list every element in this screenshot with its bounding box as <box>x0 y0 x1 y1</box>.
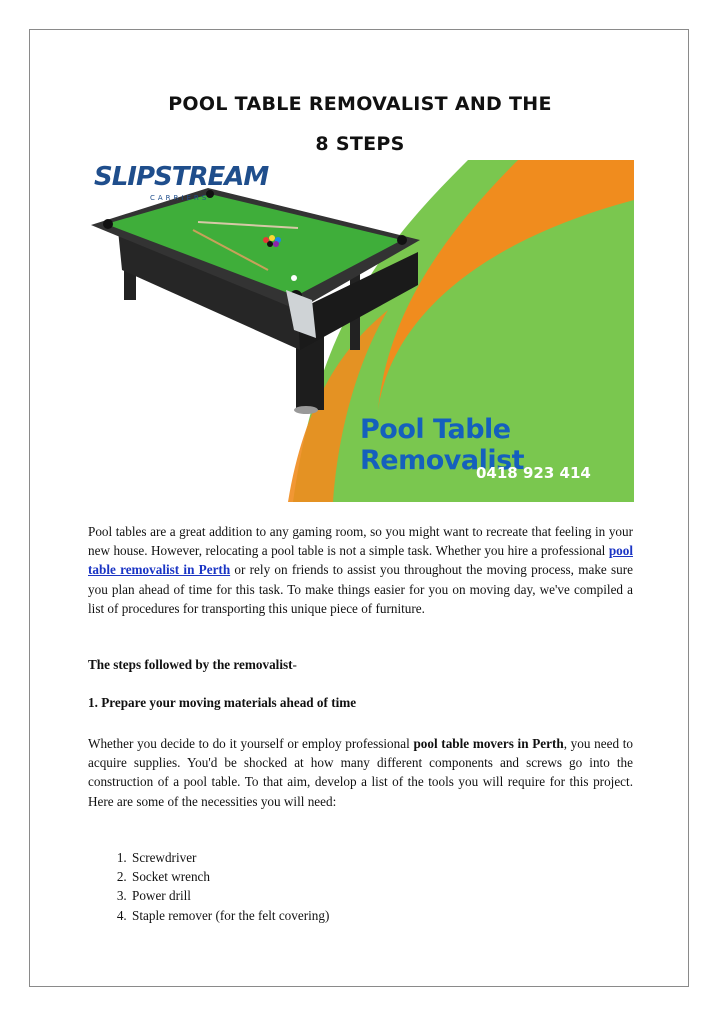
hero-image <box>88 160 634 502</box>
steps-heading-suffix: - <box>292 657 297 672</box>
tool-item: 3. Power drill <box>130 886 329 905</box>
removalist-perth-link[interactable]: pool table removalist in Perth <box>88 543 633 578</box>
hero-phone: 0418 923 414 <box>476 464 591 482</box>
hero-heading: Pool Table Removalist <box>360 414 525 476</box>
step1-paragraph <box>88 734 633 811</box>
tool-item: 4. Staple remover (for the felt covering) <box>130 906 329 925</box>
intro-text-after: or rely on friends to assist you throughout the moving process, make sure you plan ahead of time for this task. To make things easier for you on moving day, we've compiled a list of procedures for transporting this unique piece of furniture. <box>88 562 633 616</box>
step1-text-before: Whether you decide to do it yourself or employ professional <box>88 736 414 751</box>
tool-item: 1. Screwdriver <box>130 848 329 867</box>
document-title-line2: 8 STEPS <box>315 133 405 155</box>
step1-heading: 1. Prepare your moving materials ahead of time <box>88 695 357 710</box>
step1-text-after: , you need to acquire supplies. You'd be shocked at how many different components and screws go into the construction of a pool table. To that aim, develop a list of the tools you will require for this project. Here are some of the necessities you will need: <box>88 736 633 809</box>
intro-paragraph <box>88 522 633 618</box>
pool-table-movers-bold: pool table movers in Perth <box>413 736 564 751</box>
brand-logo-subtext: CARRIERS <box>150 194 210 202</box>
tool-item: 2. Socket wrench <box>130 867 329 886</box>
steps-heading-text: The steps followed by the removalist <box>88 657 293 672</box>
brand-logo-text: SLIPSTREAM <box>94 162 269 192</box>
steps-heading <box>88 657 297 673</box>
tools-list <box>88 848 329 925</box>
intro-text-before: Pool tables are a great addition to any gaming room, so you might want to recreate that feeling in your new house. However, relocating a pool table is not a simple task. Whether you hire a professional <box>88 524 633 559</box>
document-title-line1: POOL TABLE REMOVALIST AND THE <box>168 93 552 115</box>
